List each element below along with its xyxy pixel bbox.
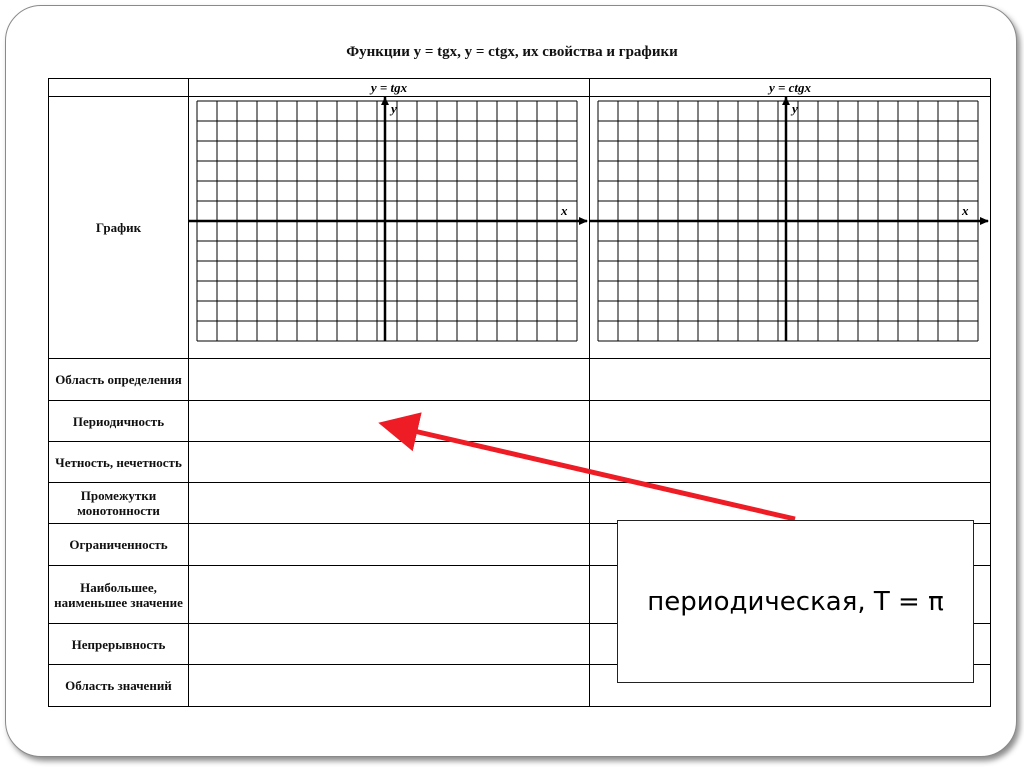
callout-text: периодическая, T = π	[647, 586, 944, 617]
arrow-line	[388, 425, 795, 519]
x-axis-label: x	[561, 203, 568, 218]
row-label-domain: Область определения	[49, 359, 189, 401]
row-label-continuity: Непрерывность	[49, 624, 189, 665]
x-axis-label: x	[962, 203, 969, 218]
row-label-parity: Четность, нечетность	[49, 442, 189, 483]
header-tg: y = tgx	[189, 79, 590, 97]
row-label-graph: График	[49, 97, 189, 359]
y-axis-label: y	[391, 101, 397, 116]
row-label-boundedness: Ограниченность	[49, 524, 189, 566]
worksheet-title: Функции y = tgx, y = ctgx, их свойства и графики	[346, 44, 678, 60]
row-label-monotonicity: Промежутки монотонности	[49, 483, 189, 524]
y-axis-label: y	[792, 101, 798, 116]
row-label-periodicity: Периодичность	[49, 401, 189, 442]
callout-box	[617, 520, 974, 683]
row-label-extrema: Наибольшее, наименьшее значение	[49, 566, 189, 624]
header-ctg: y = ctgx	[590, 79, 991, 97]
row-label-range: Область значений	[49, 665, 189, 707]
